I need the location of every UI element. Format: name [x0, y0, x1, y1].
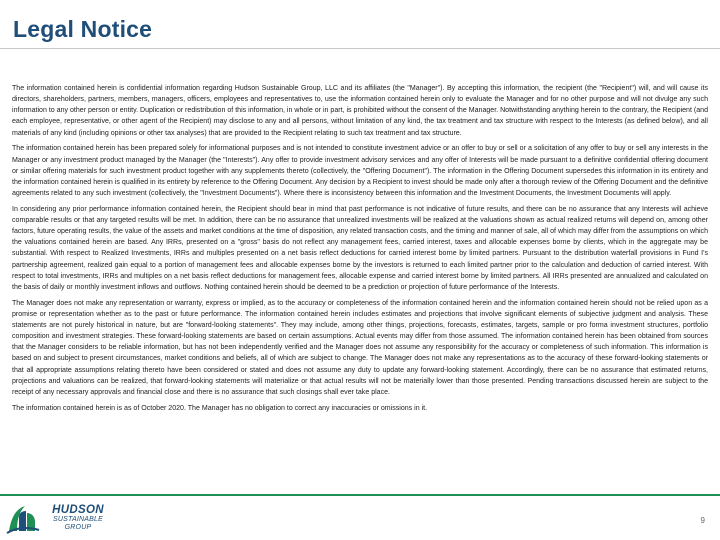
logo-name: HUDSON — [52, 504, 104, 516]
logo-line-sustainable: SUSTAINABLE — [53, 516, 103, 523]
title-divider — [0, 48, 720, 49]
logo-wordmark — [43, 504, 113, 532]
page-number: 9 — [700, 516, 705, 525]
footer-divider — [0, 494, 720, 496]
logo-line-group: GROUP — [64, 524, 92, 531]
logo-mark-icon — [5, 503, 41, 535]
paragraph-confidentiality: The information contained herein is confidential information regarding Hudson Sustainable Group, LLC and its affiliates (the "Manager"). By accepting this information, the recipient (the "Recipient") will, and will cause its directors, shareholders, partners, members, managers, officers, employees and representatives to, use the information contained herein only to evaluate the Manager and for no other purpose and will not divulge any such information to any other person or entity. Duplication or redistribution of this information, in whole or in part, is prohibited without the consent of the Manager. Notwithstanding anything herein to the contrary, the Recipient (and each employee, representative, or other agent of the Recipient) may disclose to any and all persons, without limitation of any kind, the tax treatment and tax structure with respect to the Interests (as defined below), and all materials of any kind (including opinions or other tax analyses) that are provided to the Recipient relating to such tax treatment and tax structure. — [12, 85, 708, 137]
legal-notice-body — [12, 83, 708, 418]
paragraph-offering: The information contained herein has been prepared solely for informational purposes and is not intended to constitute investment advice or an offer to buy or sell or a solicitation of any offer to buy or sell any interests in the Manager or any investment product managed by the Manager (the "Interests"). Any offer to provide investment advisory services and any offer of Interests will be made pursuant to a definitive confidential offering document or similar offering materials for such investment product together with any supplements thereto (collectively, the "Offering Document"). The information in the Offering Document supersedes this information in its entirety and the information contained herein is qualified in its entirety by reference to the Offering Document. Any decision by a Recipient to invest should be made only after a thorough review of the Offering Document and the definitive agreements related to any such investment (collectively, the "Investment Documents"). Where there is inconsistency between this information and the Investment Documents, the Investment Documents will apply. — [12, 145, 708, 197]
paragraph-performance: In considering any prior performance information contained herein, the Recipient should bear in mind that past performance is not indicative of future results, and there can be no assurance that any Interests will achieve comparable results or that any targeted results will be met. In addition, there can be no assurance that unrealized investments will be realized at the valuations shown as actual realized returns will depend on, among other factors, future operating results, the value of the assets and market conditions at the time of disposition, any related transaction costs, and the timing and manner of sale, all of which may differ from the assumptions on which the valuations contained herein are based. Any IRRs, presented on a "gross" basis do not reflect any management fees, carried interest, taxes and allocable expenses borne by clients, which in the aggregate may be substantial. With respect to Realized Investments, IRRs and multiples presented on a net basis reflect deductions for carried interest borne by limited partners. Pursuant to the distribution waterfall provisions in Fund I's partnership agreement, realized gain equal to a portion of management fees and allocable expenses borne by the investors is returned to each limited partner prior to the calculation and deduction of carried interest. With respect to total investments, IRRs and multiples on a net basis reflect deductions for management fees, allocable expense and carried interest borne by limited partners. All IRRs presented are annualized and calculated on the basis of daily or monthly investment inflows and outflows. Nothing contained herein should be deemed to be a prediction or projection of future performance of the Interests. — [12, 205, 708, 291]
company-logo — [5, 503, 145, 537]
page-title: Legal Notice — [13, 16, 153, 42]
paragraph-date: The information contained herein is as of October 2020. The Manager has no obligation to correct any inaccuracies or omissions in it. — [12, 404, 428, 412]
paragraph-forward-looking: The Manager does not make any representation or warranty, express or implied, as to the accuracy or completeness of the information contained herein and the information contained herein should not be relied upon as a promise or representation whether as to the past or future performance. The information contained herein includes estimates and projections that involve significant elements of subjective judgment and analysis. These statements are not purely historical in nature, but are "forward-looking statements". They may include, among other things, projections, forecasts, estimates, targets, sample or pro forma investment structures, portfolio composition and investment strategies. These forward-looking statements are based on certain assumptions. Actual events may differ from those assumed. The information contained herein has been obtained from sources that the Manager considers to be reliable information, but has not been independently verified and the Manager does not assume any responsibility for the accuracy or completeness of such information. This information is based on and subject to present circumstances, market conditions and beliefs, all of which are subject to change. The Manager does not make any representations as to the accuracy of these forward-looking statements or that all appropriate assumptions relating thereto have been considered or stated and does not assume any duty to update any forward-looking statement. Accordingly, there can be no assurance that estimated returns, projections and valuations can be realized, that forward-looking statements will materialize or that actual results will not be materially lower than those presented. Pending transactions discussed herein are subject to the receipt of any necessary approvals and financial close and there is no assurance that such closings shall ever take place. — [12, 299, 708, 396]
